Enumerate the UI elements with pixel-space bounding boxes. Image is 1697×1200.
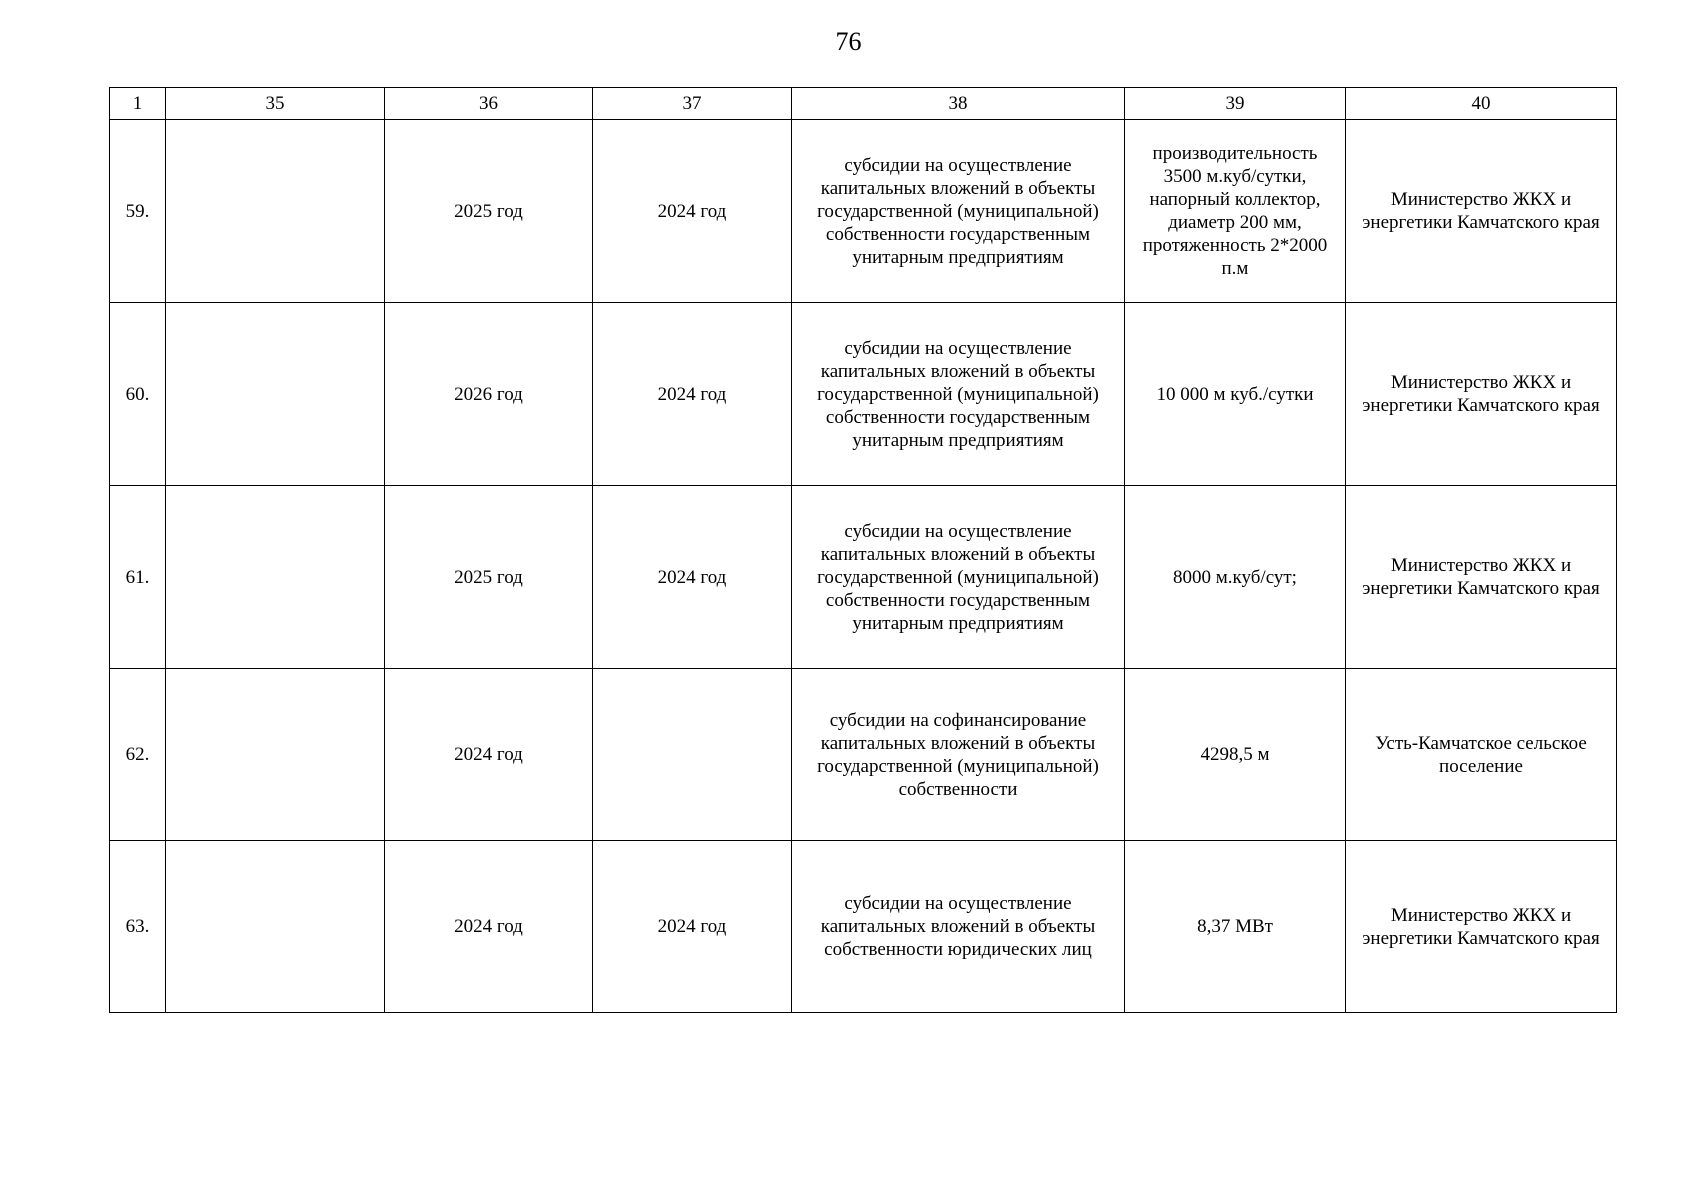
cell-39: производительность 3500 м.куб/сутки, напорный коллектор, диаметр 200 мм, протяженность 2*2000 п.м [1125,120,1346,303]
column-header: 35 [166,88,385,120]
cell-39: 10 000 м куб./сутки [1125,303,1346,486]
table-row [110,303,1617,486]
cell-40: Министерство ЖКХ и энергетики Камчатского края [1346,120,1617,303]
cell-36: 2026 год [385,303,593,486]
cell-40: Министерство ЖКХ и энергетики Камчатского края [1346,486,1617,669]
column-header: 1 [110,88,166,120]
cell-37: 2024 год [593,486,792,669]
table-row [110,120,1617,303]
cell-37: 2024 год [593,841,792,1013]
cell-36: 2025 год [385,486,593,669]
column-header: 39 [1125,88,1346,120]
page-number: 76 [835,27,862,56]
row-number-cell: 62. [110,669,166,841]
cell-37: 2024 год [593,303,792,486]
document-table [109,87,1617,1013]
cell-40: Министерство ЖКХ и энергетики Камчатского края [1346,303,1617,486]
table-row [110,841,1617,1013]
cell-38: субсидии на осуществление капитальных вложений в объекты государственной (муниципальной) собственности государственным унитарным предприятиям [792,303,1125,486]
cell-38: субсидии на осуществление капитальных вложений в объекты государственной (муниципальной) собственности государственным унитарным предприятиям [792,120,1125,303]
cell-39: 8000 м.куб/сут; [1125,486,1346,669]
cell-37: 2024 год [593,120,792,303]
row-number-cell: 60. [110,303,166,486]
column-header: 38 [792,88,1125,120]
cell-38: субсидии на осуществление капитальных вложений в объекты собственности юридических лиц [792,841,1125,1013]
cell-35 [166,841,385,1013]
column-header: 36 [385,88,593,120]
cell-36: 2024 год [385,841,593,1013]
cell-35 [166,303,385,486]
cell-37 [593,669,792,841]
cell-35 [166,120,385,303]
cell-35 [166,669,385,841]
row-number-cell: 63. [110,841,166,1013]
cell-36: 2024 год [385,669,593,841]
cell-40: Усть-Камчатское сельское поселение [1346,669,1617,841]
table-row [110,486,1617,669]
cell-38: субсидии на софинансирование капитальных вложений в объекты государственной (муниципальной) собственности [792,669,1125,841]
row-number-cell: 61. [110,486,166,669]
cell-35 [166,486,385,669]
cell-36: 2025 год [385,120,593,303]
cell-40: Министерство ЖКХ и энергетики Камчатского края [1346,841,1617,1013]
cell-38: субсидии на осуществление капитальных вложений в объекты государственной (муниципальной) собственности государственным унитарным предприятиям [792,486,1125,669]
column-header: 37 [593,88,792,120]
header-row [110,88,1617,120]
column-header: 40 [1346,88,1617,120]
row-number-cell: 59. [110,120,166,303]
cell-39: 8,37 МВт [1125,841,1346,1013]
table-row [110,669,1617,841]
cell-39: 4298,5 м [1125,669,1346,841]
